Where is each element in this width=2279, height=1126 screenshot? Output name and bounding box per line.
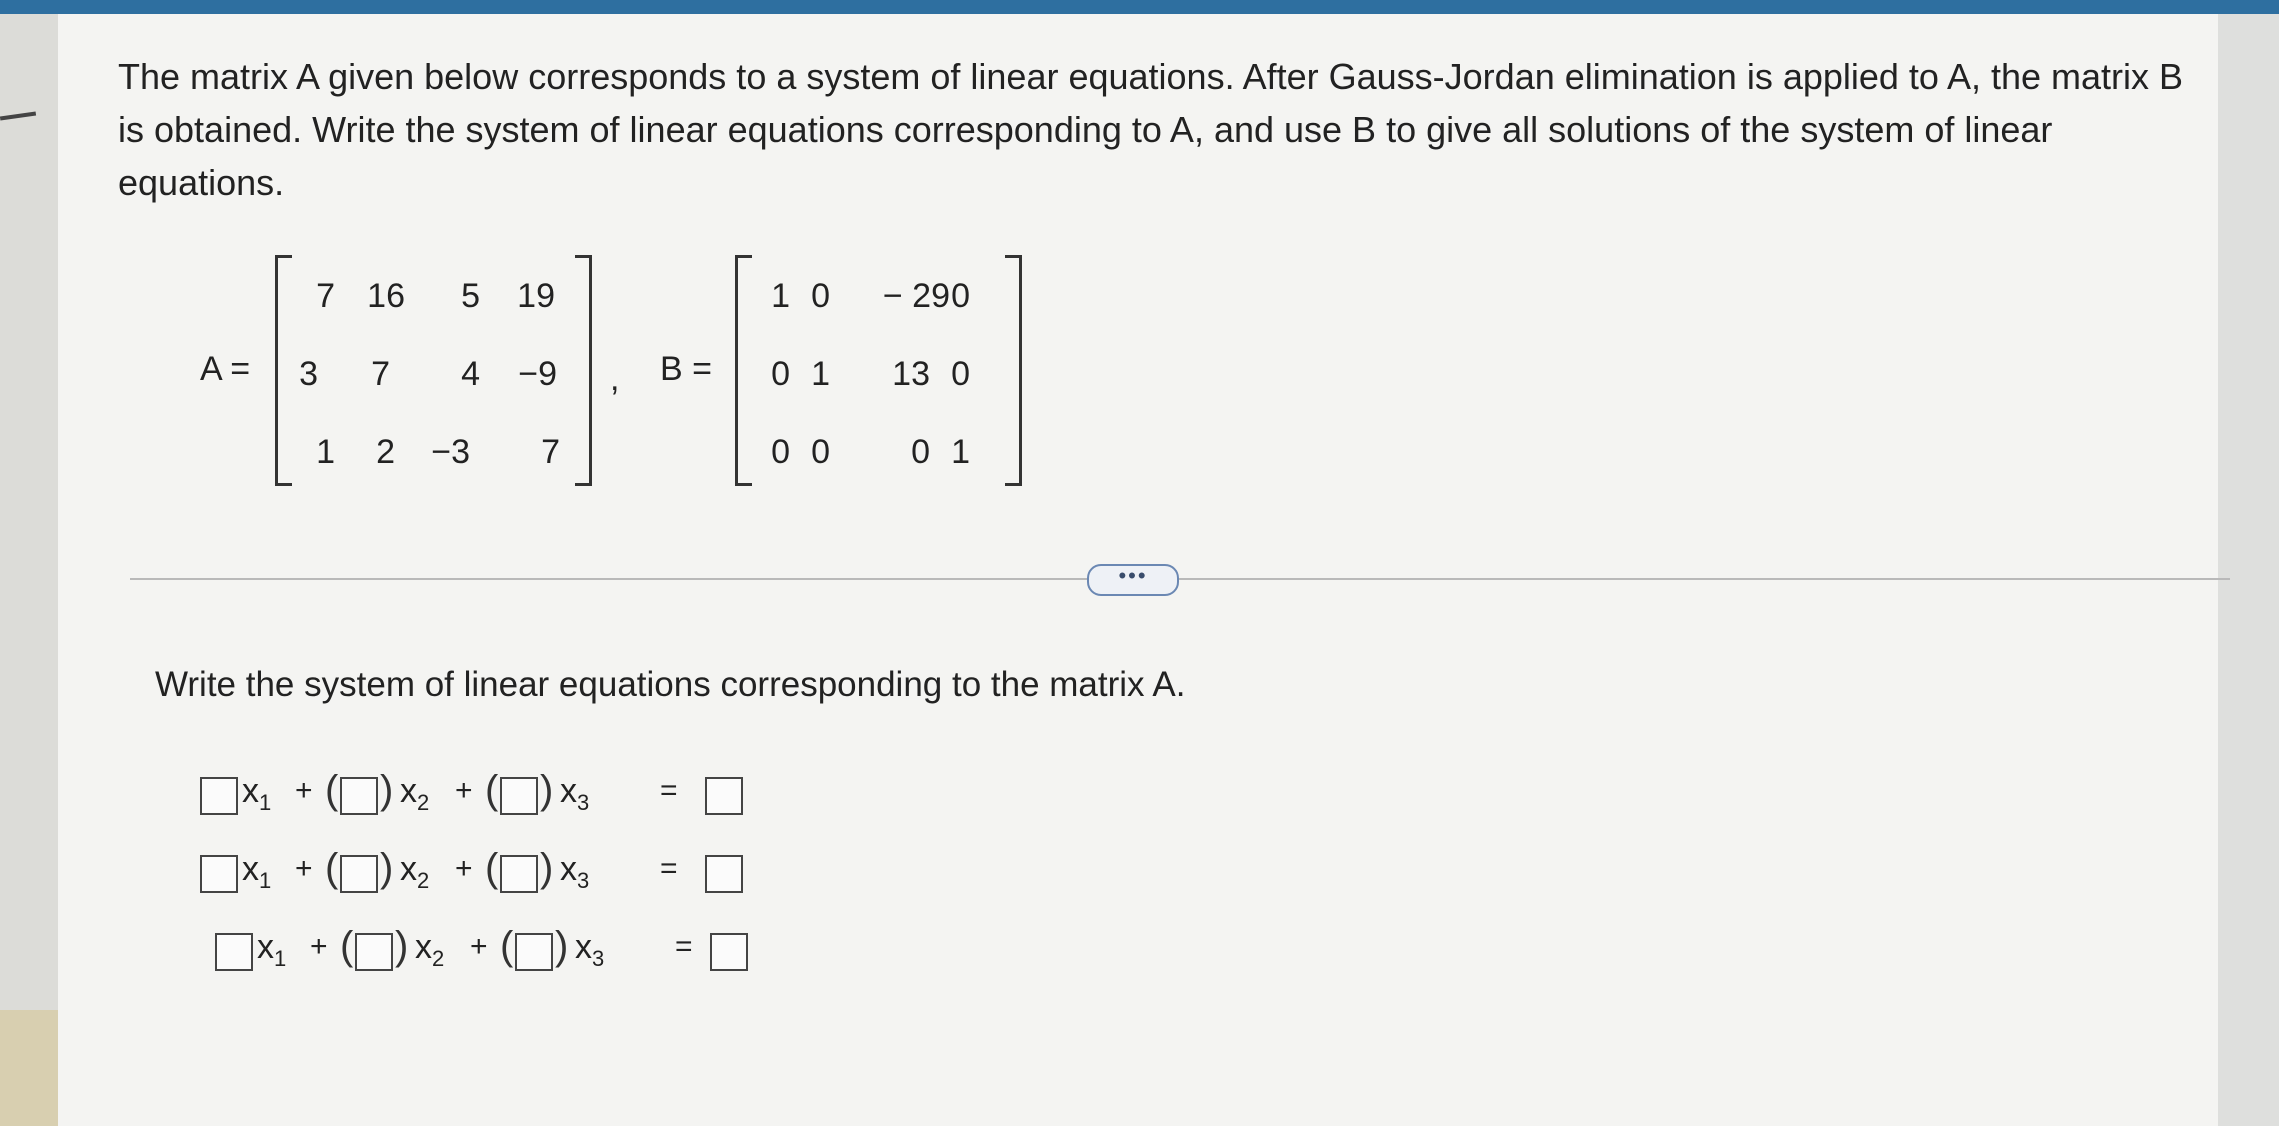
matrix-b	[660, 255, 1040, 485]
matrix-a-cell: 7	[371, 355, 390, 393]
var-x3: $x_3$	[560, 772, 590, 815]
matrix-a-right-bracket	[575, 255, 592, 486]
rhs-input[interactable]	[705, 855, 743, 893]
var-x1: $x_1$	[242, 850, 272, 893]
matrix-separator: ,	[610, 360, 620, 398]
var-x3: $x_3$	[575, 928, 605, 971]
coef-input-x3[interactable]	[500, 855, 538, 893]
coef-input-x2[interactable]	[340, 855, 378, 893]
matrix-b-cell: 1	[771, 277, 790, 315]
matrix-b-cell: 0	[771, 355, 790, 393]
matrix-b-right-bracket	[1005, 255, 1022, 486]
rhs-input[interactable]	[710, 933, 748, 971]
plus-sign: +	[295, 774, 313, 807]
matrix-b-cell: 1	[811, 355, 830, 393]
matrix-b-cell: − 29	[882, 277, 950, 315]
plus-sign: +	[455, 774, 473, 807]
matrix-a-cell: 16	[367, 277, 405, 315]
matrix-a-label: A =	[200, 350, 251, 388]
rhs-input[interactable]	[705, 777, 743, 815]
matrix-b-cell: 0	[771, 433, 790, 471]
plus-sign: +	[310, 930, 328, 963]
section-divider	[130, 578, 2230, 580]
coef-input-x1[interactable]	[215, 933, 253, 971]
matrix-a-cell: 5	[461, 277, 480, 315]
matrix-a-cell: −9	[518, 355, 557, 393]
matrix-b-cell: 0	[951, 277, 970, 315]
coef-input-x2[interactable]	[355, 933, 393, 971]
matrix-a-cell: 3	[299, 355, 318, 393]
matrix-b-cell: 0	[911, 433, 930, 471]
var-x2: $x_2$	[400, 850, 430, 893]
browser-top-bar	[0, 0, 2279, 14]
matrix-a-cell: 7	[541, 433, 560, 471]
matrix-a-cell: 2	[376, 433, 395, 471]
coef-input-x1[interactable]	[200, 855, 238, 893]
question-text: The matrix A given below corresponds to a system of linear equations. After Gauss-Jordan elimination is applied to A, the matrix B is obtained. Write the system of linear equations corresponding to A, and use B to give all solutions of the system of linear equations.	[118, 56, 2184, 203]
matrix-b-cell: 0	[811, 277, 830, 315]
expand-more-button[interactable]: •••	[1087, 564, 1179, 596]
right-margin	[2218, 14, 2279, 1126]
var-x1: $x_1$	[257, 928, 287, 971]
matrix-b-cell: 13	[892, 355, 930, 393]
prompt-text: Write the system of linear equations corresponding to the matrix A.	[155, 665, 1186, 704]
var-x2: $x_2$	[415, 928, 445, 971]
var-x2: $x_2$	[400, 772, 430, 815]
left-margin	[0, 14, 58, 1126]
matrix-a-cell: 7	[316, 277, 335, 315]
coef-input-x1[interactable]	[200, 777, 238, 815]
plus-sign: +	[455, 852, 473, 885]
matrix-a-cell: 4	[461, 355, 480, 393]
matrix-a	[200, 255, 620, 485]
back-arrow-icon[interactable]	[0, 112, 36, 121]
matrix-b-cell: 1	[951, 433, 970, 471]
plus-sign: +	[470, 930, 488, 963]
matrix-b-cell: 0	[811, 433, 830, 471]
coef-input-x3[interactable]	[500, 777, 538, 815]
equals-sign: =	[660, 852, 678, 885]
var-x1: $x_1$	[242, 772, 272, 815]
var-x3: $x_3$	[560, 850, 590, 893]
equals-sign: =	[675, 930, 693, 963]
matrix-a-cell: 1	[316, 433, 335, 471]
matrix-a-cell: 19	[517, 277, 555, 315]
coef-input-x2[interactable]	[340, 777, 378, 815]
matrix-b-label: B =	[660, 350, 712, 388]
plus-sign: +	[295, 852, 313, 885]
matrix-b-cell: 0	[951, 355, 970, 393]
equals-sign: =	[660, 774, 678, 807]
coef-input-x3[interactable]	[515, 933, 553, 971]
matrix-a-cell: −3	[431, 433, 470, 471]
